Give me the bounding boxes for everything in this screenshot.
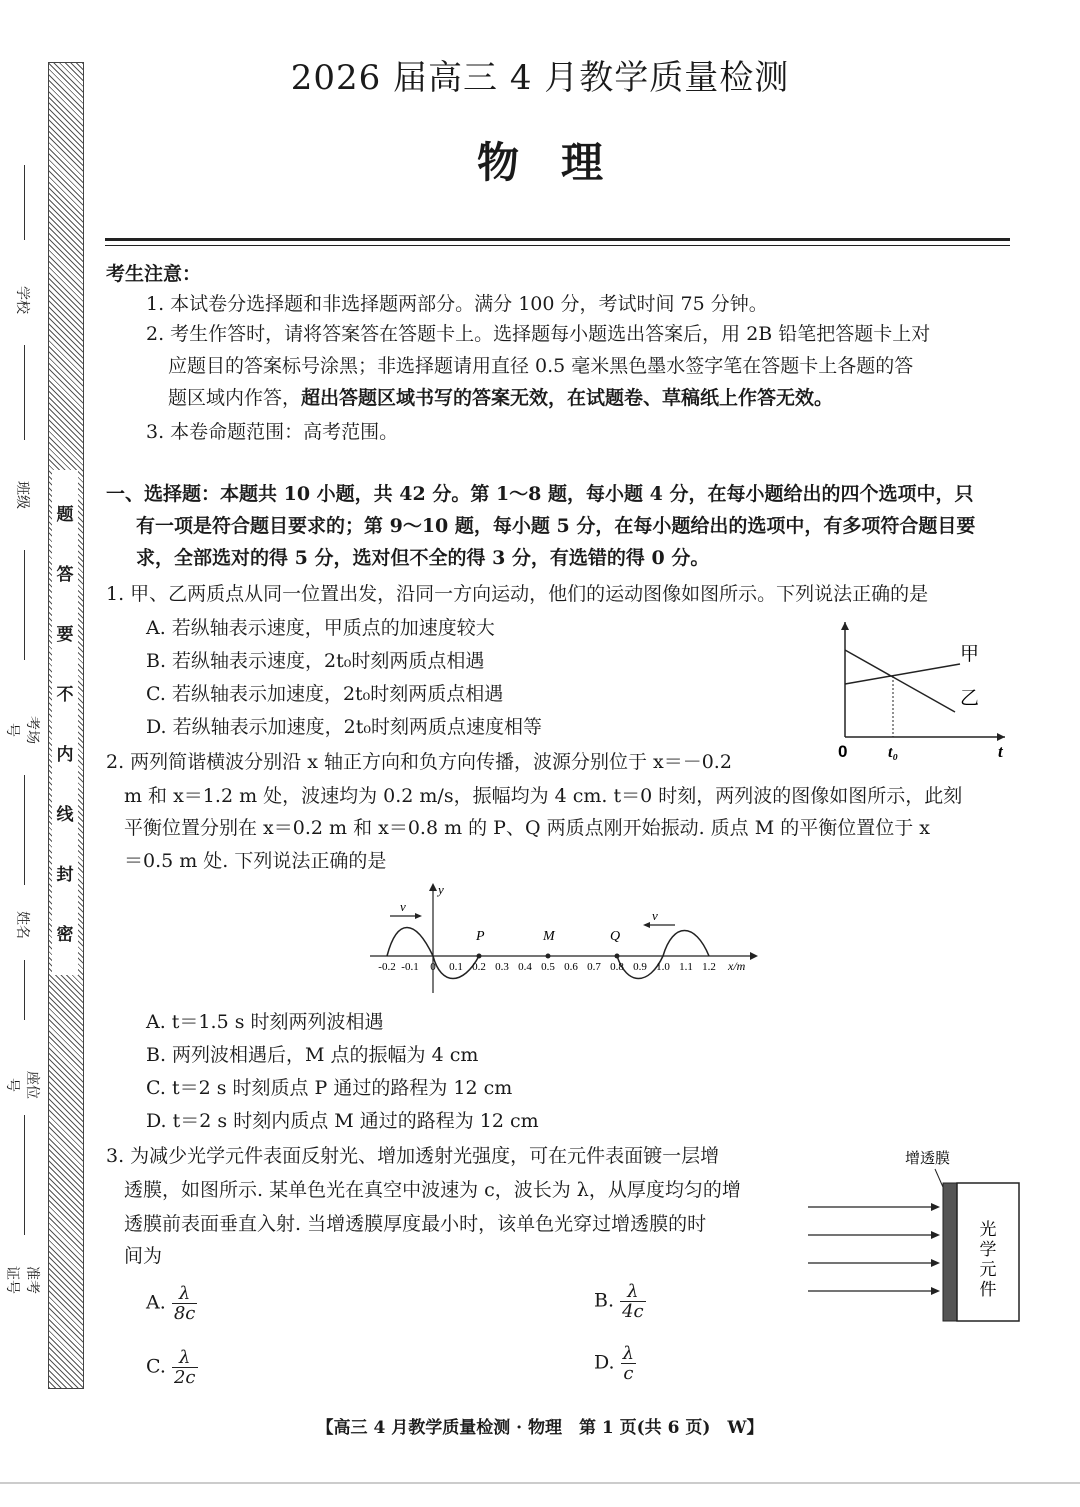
fill-line bbox=[24, 550, 25, 660]
page-footer: 【高三 4 月教学质量检测 · 物理 第 1 页(共 6 页) W】 bbox=[316, 1418, 764, 1438]
p-label: P bbox=[476, 929, 485, 944]
q3-stem: 透膜，如图所示. 某单色光在真空中波速为 c，波长为 λ，从厚度均匀的增 bbox=[124, 1179, 741, 1201]
side-label-ticket: 准考证号 bbox=[4, 1266, 40, 1294]
fill-line bbox=[24, 165, 25, 240]
light-rays bbox=[808, 1207, 932, 1291]
fraction-numerator: λ bbox=[172, 1348, 198, 1368]
point-q bbox=[615, 954, 620, 959]
notice-warning: 超出答题区域书写的答案无效，在试题卷、草稿纸上作答无效。 bbox=[301, 387, 834, 409]
seal-char: 要 bbox=[56, 625, 74, 645]
x-label: x/m bbox=[728, 959, 746, 973]
point-m bbox=[546, 954, 551, 959]
section-1-intro: 一、选择题：本题共 10 小题，共 42 分。第 1～8 题，每小题 4 分，在每小题给出的四个选项中，只 bbox=[106, 483, 974, 505]
tick-label: -0.1 bbox=[401, 961, 419, 973]
tick-label: 0.2 bbox=[472, 961, 486, 973]
line-jia bbox=[845, 664, 960, 684]
q1-graph bbox=[820, 612, 1020, 762]
tick-label: 0.7 bbox=[587, 961, 601, 973]
q1-option-d: D. 若纵轴表示加速度，2t₀时刻两质点速度相等 bbox=[146, 716, 542, 738]
notice-text: 题区域内作答， bbox=[168, 387, 302, 409]
fraction-numerator: λ bbox=[172, 1284, 198, 1304]
option-fraction bbox=[172, 1284, 198, 1323]
q2-stem: ＝0.5 m 处. 下列说法正确的是 bbox=[124, 850, 387, 872]
option-fraction bbox=[620, 1282, 646, 1321]
tick-label: 1.2 bbox=[702, 961, 716, 973]
q1-stem: 1. 甲、乙两质点从同一位置出发，沿同一方向运动，他们的运动图像如图所示。下列说法正确的是 bbox=[106, 583, 929, 605]
tick-label: 0.3 bbox=[495, 961, 509, 973]
v-axis-arrow bbox=[841, 622, 849, 630]
v-left-label: v bbox=[400, 899, 406, 914]
q3-option-b bbox=[594, 1282, 646, 1321]
side-label-room: 考场号 bbox=[4, 716, 40, 744]
subject-title: 物 理 bbox=[476, 138, 603, 187]
fill-line bbox=[24, 1115, 25, 1235]
option-letter: D. bbox=[594, 1351, 615, 1374]
header-rule bbox=[105, 238, 1010, 241]
notice-item-3: 3. 本卷命题范围：高考范围。 bbox=[146, 421, 399, 443]
q3-stem: 间为 bbox=[124, 1245, 163, 1267]
q2-stem: 2. 两列简谐横波分别沿 x 轴正方向和负方向传播，波源分别位于 x＝－0.2 bbox=[106, 751, 732, 773]
m-label: M bbox=[543, 929, 555, 944]
seal-char: 不 bbox=[56, 685, 74, 705]
fraction-denominator: c bbox=[623, 1363, 634, 1384]
seal-char: 线 bbox=[56, 805, 74, 825]
tick-label: 1.0 bbox=[656, 961, 670, 973]
q3-stem: 透膜前表面垂直入射. 当增透膜厚度最小时，该单色光穿过增透膜的时 bbox=[124, 1213, 707, 1235]
ray-arrowhead bbox=[931, 1231, 940, 1239]
ray-arrowhead bbox=[931, 1203, 940, 1211]
q2-option-d: D. t＝2 s 时刻内质点 M 通过的路程为 12 cm bbox=[146, 1110, 539, 1132]
option-letter: A. bbox=[146, 1291, 166, 1314]
option-letter: C. bbox=[146, 1355, 166, 1378]
fraction-denominator: 4c bbox=[622, 1301, 644, 1322]
q1-option-a: A. 若纵轴表示速度，甲质点的加速度较大 bbox=[146, 617, 495, 639]
element-label-char: 元 bbox=[979, 1260, 997, 1280]
element-label-char: 学 bbox=[979, 1240, 997, 1260]
q2-option-a: A. t＝1.5 s 时刻两列波相遇 bbox=[146, 1011, 384, 1033]
seal-char: 答 bbox=[56, 565, 74, 585]
option-fraction bbox=[172, 1348, 198, 1387]
tick-label: 0.1 bbox=[449, 961, 463, 973]
tick-label: 0.6 bbox=[564, 961, 578, 973]
q-label: Q bbox=[610, 929, 621, 944]
tick-label: -0.2 bbox=[378, 961, 396, 973]
header-rule-thin bbox=[105, 245, 1010, 246]
q1-option-c: C. 若纵轴表示加速度，2t₀时刻两质点相遇 bbox=[146, 683, 504, 705]
t-axis-arrow bbox=[997, 733, 1005, 741]
q3-figure bbox=[800, 1145, 1030, 1335]
q1-option-b: B. 若纵轴表示速度，2t₀时刻两质点相遇 bbox=[146, 650, 485, 672]
ray-arrowhead bbox=[931, 1287, 940, 1295]
q3-stem: 3. 为减少光学元件表面反射光、增加透射光强度，可在元件表面镀一层增 bbox=[106, 1145, 720, 1167]
x-axis-arrow bbox=[750, 952, 758, 960]
v-right-label: v bbox=[652, 908, 658, 923]
notice-heading: 考生注意： bbox=[106, 263, 202, 285]
tick-label: 0.4 bbox=[518, 961, 532, 973]
fraction-numerator: λ bbox=[620, 1282, 646, 1302]
q2-stem: m 和 x＝1.2 m 处，波速均为 0.2 m/s，振幅均为 4 cm. t＝0 时刻，两列波的图像如图所示，此刻 bbox=[124, 785, 963, 807]
q3-option-a bbox=[146, 1284, 197, 1323]
option-letter: B. bbox=[594, 1289, 615, 1312]
notice-item-1: 1. 本试卷分选择题和非选择题两部分。满分 100 分，考试时间 75 分钟。 bbox=[146, 293, 768, 315]
v-left-arrowhead bbox=[415, 913, 422, 919]
fill-line bbox=[24, 960, 25, 1020]
element-label bbox=[980, 1220, 997, 1300]
side-label-seat: 座位号 bbox=[4, 1071, 40, 1099]
fraction-numerator: λ bbox=[622, 1343, 635, 1364]
side-label-school: 学校 bbox=[14, 286, 30, 314]
fill-line bbox=[24, 345, 25, 440]
v-right-arrowhead bbox=[643, 922, 650, 928]
y-label: y bbox=[438, 882, 444, 897]
seal-char: 封 bbox=[56, 865, 74, 885]
exam-title: 2026 届高三 4 月教学质量检测 bbox=[290, 58, 790, 98]
origin-label: 0 bbox=[838, 742, 848, 761]
tick-label: 0.9 bbox=[633, 961, 647, 973]
q2-stem: 平衡位置分别在 x＝0.2 m 和 x＝0.8 m 的 P、Q 两质点刚开始振动. 质点 M 的平衡位置位于 x bbox=[124, 817, 930, 839]
element-label-char: 件 bbox=[979, 1280, 997, 1300]
tick-label: 0.5 bbox=[541, 961, 555, 973]
tick-label: 0 bbox=[430, 961, 436, 973]
element-label-char: 光 bbox=[979, 1220, 997, 1240]
jia-label: 甲 bbox=[960, 643, 980, 665]
ray-arrowheads bbox=[931, 1203, 940, 1295]
bottom-rule bbox=[0, 1482, 1080, 1484]
q3-option-d bbox=[594, 1344, 636, 1383]
side-label-name: 姓名 bbox=[14, 911, 30, 939]
q3-option-c bbox=[146, 1348, 198, 1387]
option-fraction bbox=[621, 1344, 636, 1383]
yi-label: 乙 bbox=[960, 687, 980, 709]
t-label: t bbox=[998, 742, 1003, 761]
point-p bbox=[477, 954, 482, 959]
side-label-class: 班级 bbox=[14, 481, 30, 509]
notice-item-2-cont: 应题目的答案标号涂黑；非选择题请用直径 0.5 毫米黑色墨水签字笔在答题卡上各题的答 bbox=[168, 355, 914, 377]
section-1-intro: 求，全部选对的得 5 分，选对但不全的得 3 分，有选错的得 0 分。 bbox=[136, 547, 710, 569]
seal-char: 密 bbox=[56, 925, 74, 945]
notice-item-2-cont bbox=[168, 382, 833, 414]
fraction-denominator: 8c bbox=[173, 1303, 196, 1324]
seal-char: 题 bbox=[56, 505, 74, 525]
q2-option-c: C. t＝2 s 时刻质点 P 通过的路程为 12 cm bbox=[146, 1077, 513, 1099]
tick-label: 1.1 bbox=[679, 961, 693, 973]
tick-label: 0.8 bbox=[610, 961, 624, 973]
notice-item-2: 2. 考生作答时，请将答案答在答题卡上。选择题每小题选出答案后，用 2B 铅笔把答题卡上对 bbox=[146, 323, 931, 345]
q2-option-b: B. 两列波相遇后，M 点的振幅为 4 cm bbox=[146, 1044, 479, 1066]
seal-char: 内 bbox=[56, 745, 74, 765]
film-label: 增透膜 bbox=[905, 1149, 951, 1167]
film-layer bbox=[943, 1183, 957, 1321]
tick-labels bbox=[378, 961, 716, 973]
fraction-denominator: 2c bbox=[173, 1367, 196, 1388]
q2-wave-graph bbox=[360, 878, 780, 1000]
fill-line bbox=[24, 775, 25, 885]
section-1-intro: 有一项是符合题目要求的；第 9～10 题，每小题 5 分，在每小题给出的选项中，有多项符合题目要 bbox=[136, 515, 976, 537]
t0-label: t₀ bbox=[888, 744, 899, 761]
y-axis-arrow bbox=[429, 883, 437, 891]
ray-arrowhead bbox=[931, 1259, 940, 1267]
seal-panel bbox=[52, 470, 78, 975]
